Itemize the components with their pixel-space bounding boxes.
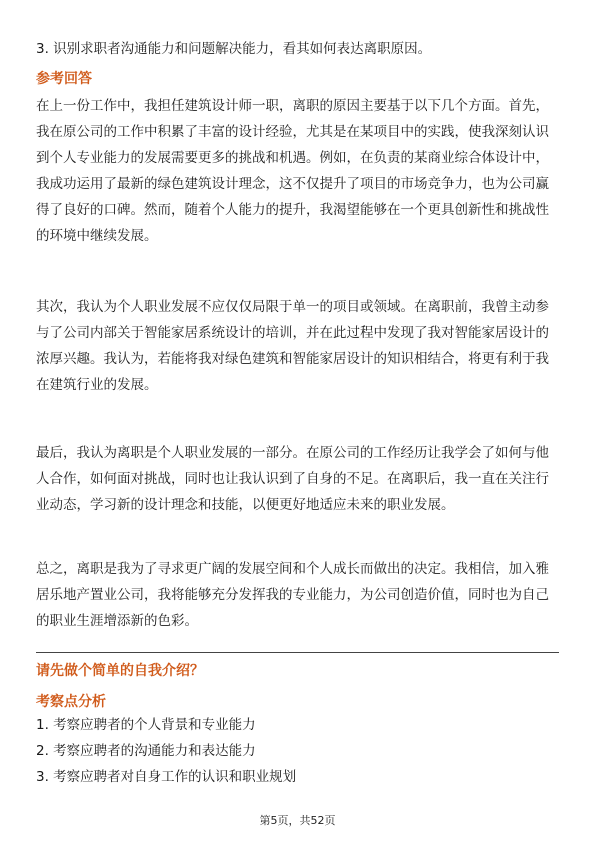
list-item: 1. 考察应聘者的个人背景和专业能力 [36,717,256,733]
answer-paragraph-3: 最后，我认为离职是个人职业发展的一部分。在原公司的工作经历让我学会了如何与他人合作，如何面对挑战，同时也让我认识到了自身的不足。在离职后，我一直在关注行业动态，学习新的设计理念和技能，以便更好地适应未来的职业发展。 [36,445,549,513]
answer-paragraph-4: 总之，离职是我为了寻求更广阔的发展空间和个人成长而做出的决定。我相信，加入雅居乐地产置业公司，我将能够充分发挥我的专业能力，为公司创造价值，同时也为自己的职业生涯增添新的色彩。 [36,561,549,629]
reference-answer-heading: 参考回答 [36,71,92,87]
analysis-heading: 考察点分析 [36,694,106,710]
list-item: 2. 考察应聘者的沟通能力和表达能力 [36,743,256,759]
analysis-point-3: 3. 识别求职者沟通能力和问题解决能力，看其如何表达离职原因。 [36,41,432,57]
question-heading: 请先做个简单的自我介绍？ [36,663,204,679]
analysis-list [36,712,559,790]
answer-paragraph-1: 在上一份工作中，我担任建筑设计师一职，离职的原因主要基于以下几个方面。首先，我在原公司的工作中积累了丰富的设计经验，尤其是在某项目中的实践，使我深刻认识到个人专业能力的发展需要更多的挑战和机遇。例如，在负责的某商业综合体设计中，我成功运用了最新的绿色建筑设计理念，这不仅提升了项目的市场竞争力，也为公司赢得了良好的口碑。然而，随着个人能力的提升，我渴望能够在一个更具创新性和挑战性的环境中继续发展。 [36,98,549,244]
section-divider [36,652,559,653]
answer-paragraph-2: 其次，我认为个人职业发展不应仅仅局限于单一的项目或领域。在离职前，我曾主动参与了公司内部关于智能家居系统设计的培训，并在此过程中发现了我对智能家居设计的浓厚兴趣。我认为，若能将我对绿色建筑和智能家居设计的知识相结合，将更有利于我在建筑行业的发展。 [36,299,549,393]
page-number: 第5页，共52页 [259,814,336,827]
list-item: 3. 考察应聘者对自身工作的认识和职业规划 [36,769,297,785]
